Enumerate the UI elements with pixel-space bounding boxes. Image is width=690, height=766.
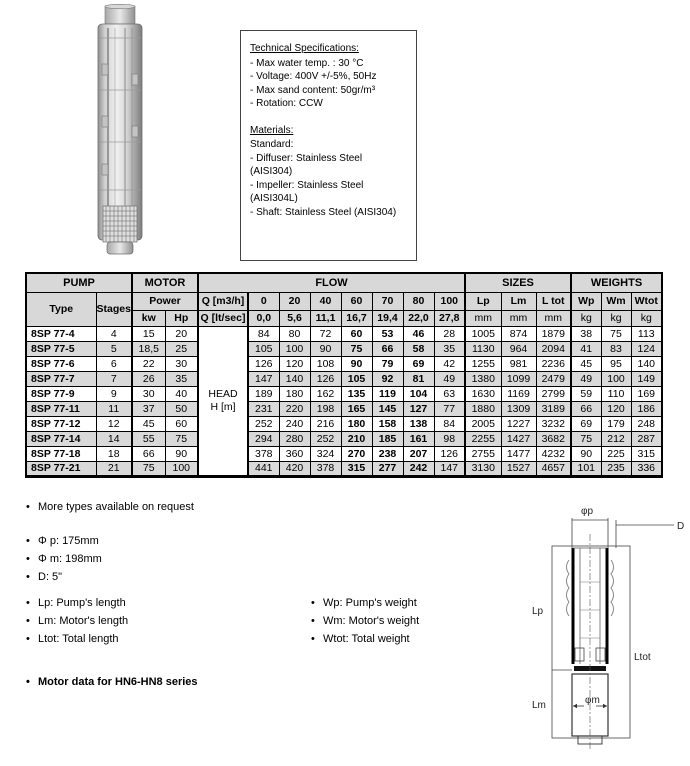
cell-power-hp: 20 xyxy=(165,326,198,341)
cell-head-value: 135 xyxy=(341,386,372,401)
cell-head-value: 42 xyxy=(434,356,465,371)
cell-pump-type: 8SP 77-12 xyxy=(26,416,96,431)
cell-power-kw: 30 xyxy=(132,386,165,401)
unit-mm: mm xyxy=(501,310,536,326)
cell-head-value: 294 xyxy=(248,431,279,446)
cell-head-value: 138 xyxy=(403,416,434,431)
cell-power-kw: 18,5 xyxy=(132,341,165,356)
flow-col: 40 xyxy=(310,292,341,310)
cell-power-hp: 35 xyxy=(165,371,198,386)
flow-col-ltsec: 22,0 xyxy=(403,310,434,326)
cell-stages: 6 xyxy=(96,356,132,371)
note-length-legend xyxy=(25,594,128,648)
section-flow: FLOW xyxy=(198,273,465,292)
cell-weight-value: 235 xyxy=(601,461,631,476)
section-motor: MOTOR xyxy=(132,273,198,292)
cell-stages: 21 xyxy=(96,461,132,476)
cell-weight-value: 110 xyxy=(601,386,631,401)
cell-head-value: 324 xyxy=(310,446,341,461)
cell-weight-value: 41 xyxy=(571,341,601,356)
flow-col-ltsec: 5,6 xyxy=(279,310,310,326)
cell-size-value: 2005 xyxy=(465,416,501,431)
diagram-label-ltot: Ltot xyxy=(634,652,651,663)
cell-head-value: 53 xyxy=(372,326,403,341)
cell-weight-value: 186 xyxy=(631,401,662,416)
cell-head-value: 72 xyxy=(310,326,341,341)
note-wp: • Wp: Pump's weight xyxy=(310,594,419,612)
cell-weight-value: 83 xyxy=(601,341,631,356)
cell-pump-type: 8SP 77-18 xyxy=(26,446,96,461)
cell-head-value: 126 xyxy=(434,446,465,461)
diagram-label-lp: Lp xyxy=(532,606,544,617)
cell-head-value: 104 xyxy=(403,386,434,401)
cell-pump-type: 8SP 77-11 xyxy=(26,401,96,416)
cell-power-kw: 45 xyxy=(132,416,165,431)
cell-stages: 9 xyxy=(96,386,132,401)
cell-weight-value: 100 xyxy=(601,371,631,386)
cell-size-value: 1380 xyxy=(465,371,501,386)
cell-size-value: 2799 xyxy=(536,386,571,401)
table-row xyxy=(26,431,662,446)
cell-power-kw: 22 xyxy=(132,356,165,371)
cell-size-value: 3682 xyxy=(536,431,571,446)
cell-size-value: 1005 xyxy=(465,326,501,341)
cell-pump-type: 8SP 77-5 xyxy=(26,341,96,356)
cell-head-value: 81 xyxy=(403,371,434,386)
cell-power-hp: 75 xyxy=(165,431,198,446)
cell-head-value: 198 xyxy=(310,401,341,416)
cell-head-value: 105 xyxy=(341,371,372,386)
materials-line: - Diffuser: Stainless Steel (AISI304) xyxy=(250,152,363,177)
cell-head-value: 120 xyxy=(279,356,310,371)
cell-head-label xyxy=(198,326,248,476)
cell-stages: 11 xyxy=(96,401,132,416)
cell-size-value: 2479 xyxy=(536,371,571,386)
cell-head-value: 60 xyxy=(341,326,372,341)
flow-col-ltsec: 0,0 xyxy=(248,310,279,326)
note-d: • D: 5" xyxy=(25,568,102,586)
cell-head-value: 147 xyxy=(248,371,279,386)
cell-head-value: 69 xyxy=(403,356,434,371)
cell-stages: 14 xyxy=(96,431,132,446)
cell-stages: 12 xyxy=(96,416,132,431)
header-type: Type xyxy=(26,292,96,326)
spec-title: Technical Specifications: xyxy=(250,43,359,54)
note-lp: • Lp: Pump's length xyxy=(25,594,128,612)
cell-head-value: 270 xyxy=(341,446,372,461)
cell-size-value: 981 xyxy=(501,356,536,371)
cell-weight-value: 75 xyxy=(571,431,601,446)
cell-head-value: 126 xyxy=(248,356,279,371)
cell-head-value: 165 xyxy=(341,401,372,416)
cell-head-value: 216 xyxy=(310,416,341,431)
cell-head-value: 79 xyxy=(372,356,403,371)
unit-kg: kg xyxy=(631,310,662,326)
cell-weight-value: 287 xyxy=(631,431,662,446)
cell-head-value: 378 xyxy=(310,461,341,476)
cell-power-kw: 66 xyxy=(132,446,165,461)
cell-head-value: 126 xyxy=(310,371,341,386)
cell-head-value: 189 xyxy=(248,386,279,401)
pump-table-body xyxy=(26,326,662,476)
section-weights: WEIGHTS xyxy=(571,273,662,292)
table-row xyxy=(26,446,662,461)
cell-power-kw: 55 xyxy=(132,431,165,446)
cell-pump-type: 8SP 77-6 xyxy=(26,356,96,371)
cell-head-value: 238 xyxy=(372,446,403,461)
cell-weight-value: 140 xyxy=(631,356,662,371)
cell-head-value: 360 xyxy=(279,446,310,461)
cell-head-value: 127 xyxy=(403,401,434,416)
cell-head-value: 207 xyxy=(403,446,434,461)
cell-head-value: 63 xyxy=(434,386,465,401)
cell-size-value: 4232 xyxy=(536,446,571,461)
header-wtot: Wtot xyxy=(631,292,662,310)
cell-size-value: 1880 xyxy=(465,401,501,416)
cell-power-hp: 60 xyxy=(165,416,198,431)
cell-pump-type: 8SP 77-9 xyxy=(26,386,96,401)
pump-data-table xyxy=(25,272,663,478)
note-lm: • Lm: Motor's length xyxy=(25,612,128,630)
cell-head-value: 162 xyxy=(310,386,341,401)
cell-head-value: 92 xyxy=(372,371,403,386)
materials-title: Materials: xyxy=(250,124,294,136)
cell-size-value: 2755 xyxy=(465,446,501,461)
cell-weight-value: 248 xyxy=(631,416,662,431)
flow-col: 70 xyxy=(372,292,403,310)
flow-col-ltsec: 16,7 xyxy=(341,310,372,326)
flow-col: 20 xyxy=(279,292,310,310)
cell-stages: 7 xyxy=(96,371,132,386)
cell-head-value: 277 xyxy=(372,461,403,476)
header-lp: Lp xyxy=(465,292,501,310)
cell-size-value: 4657 xyxy=(536,461,571,476)
cell-stages: 4 xyxy=(96,326,132,341)
cell-head-value: 220 xyxy=(279,401,310,416)
pump-photo-image xyxy=(58,4,182,262)
note-wtot: • Wtot: Total weight xyxy=(310,630,419,648)
cell-size-value: 2094 xyxy=(536,341,571,356)
pump-dimension-diagram xyxy=(528,498,690,766)
cell-size-value: 2236 xyxy=(536,356,571,371)
table-row xyxy=(26,461,662,476)
cell-head-value: 108 xyxy=(310,356,341,371)
cell-power-hp: 25 xyxy=(165,341,198,356)
cell-weight-value: 315 xyxy=(631,446,662,461)
cell-power-hp: 40 xyxy=(165,386,198,401)
note-phi-p: • Φ p: 175mm xyxy=(25,532,102,550)
flow-col-ltsec: 19,4 xyxy=(372,310,403,326)
cell-weight-value: 49 xyxy=(571,371,601,386)
cell-head-value: 46 xyxy=(403,326,434,341)
table-row xyxy=(26,386,662,401)
cell-stages: 5 xyxy=(96,341,132,356)
spec-box xyxy=(240,30,417,261)
cell-power-kw: 15 xyxy=(132,326,165,341)
cell-head-value: 210 xyxy=(341,431,372,446)
cell-head-value: 280 xyxy=(279,431,310,446)
spec-line: - Max sand content: 50gr/m³ xyxy=(250,84,376,96)
cell-head-value: 105 xyxy=(248,341,279,356)
cell-head-value: 77 xyxy=(434,401,465,416)
cell-head-value: 84 xyxy=(248,326,279,341)
cell-head-value: 90 xyxy=(341,356,372,371)
header-q-m3h: Q [m3/h] xyxy=(198,292,248,310)
cell-weight-value: 75 xyxy=(601,326,631,341)
table-row xyxy=(26,326,662,341)
cell-head-value: 66 xyxy=(372,341,403,356)
cell-weight-value: 38 xyxy=(571,326,601,341)
spec-line: - Max water temp. : 30 °C xyxy=(250,57,364,69)
cell-head-value: 252 xyxy=(310,431,341,446)
cell-head-value: 185 xyxy=(372,431,403,446)
cell-head-value: 240 xyxy=(279,416,310,431)
cell-size-value: 3130 xyxy=(465,461,501,476)
cell-size-value: 1130 xyxy=(465,341,501,356)
cell-pump-type: 8SP 77-21 xyxy=(26,461,96,476)
cell-size-value: 874 xyxy=(501,326,536,341)
cell-head-value: 58 xyxy=(403,341,434,356)
header-lm: Lm xyxy=(501,292,536,310)
cell-power-kw: 37 xyxy=(132,401,165,416)
cell-size-value: 1630 xyxy=(465,386,501,401)
flow-col: 0 xyxy=(248,292,279,310)
cell-head-value: 84 xyxy=(434,416,465,431)
cell-head-value: 180 xyxy=(279,386,310,401)
cell-head-value: 75 xyxy=(341,341,372,356)
cell-weight-value: 179 xyxy=(601,416,631,431)
cell-head-value: 80 xyxy=(279,326,310,341)
cell-head-value: 315 xyxy=(341,461,372,476)
cell-weight-value: 101 xyxy=(571,461,601,476)
diagram-label-d: D xyxy=(677,521,685,532)
cell-size-value: 1227 xyxy=(501,416,536,431)
header-stages: Stages xyxy=(96,292,132,326)
note-more-types: • More types available on request xyxy=(25,498,194,516)
cell-power-hp: 90 xyxy=(165,446,198,461)
cell-head-value: 35 xyxy=(434,341,465,356)
unit-mm: mm xyxy=(536,310,571,326)
cell-head-value: 420 xyxy=(279,461,310,476)
flow-col-ltsec: 11,1 xyxy=(310,310,341,326)
cell-size-value: 1427 xyxy=(501,431,536,446)
cell-size-value: 1169 xyxy=(501,386,536,401)
cell-power-kw: 26 xyxy=(132,371,165,386)
cell-size-value: 1527 xyxy=(501,461,536,476)
cell-head-value: 441 xyxy=(248,461,279,476)
head-label-line1: HEAD xyxy=(208,387,238,400)
cell-weight-value: 124 xyxy=(631,341,662,356)
flow-col: 80 xyxy=(403,292,434,310)
cell-stages: 18 xyxy=(96,446,132,461)
cell-pump-type: 8SP 77-14 xyxy=(26,431,96,446)
flow-col: 100 xyxy=(434,292,465,310)
flow-col-ltsec: 27,8 xyxy=(434,310,465,326)
cell-size-value: 1477 xyxy=(501,446,536,461)
note-ltot: • Ltot: Total length xyxy=(25,630,128,648)
cell-size-value: 3232 xyxy=(536,416,571,431)
cell-head-value: 140 xyxy=(279,371,310,386)
cell-pump-type: 8SP 77-7 xyxy=(26,371,96,386)
header-q-ltsec: Q [lt/sec] xyxy=(198,310,248,326)
cell-weight-value: 225 xyxy=(601,446,631,461)
unit-kg: kg xyxy=(601,310,631,326)
table-row xyxy=(26,416,662,431)
diagram-label-phi-p: φp xyxy=(581,506,594,517)
cell-head-value: 119 xyxy=(372,386,403,401)
note-wm: • Wm: Motor's weight xyxy=(310,612,419,630)
materials-line: - Shaft: Stainless Steel (AISI304) xyxy=(250,206,397,218)
cell-head-value: 231 xyxy=(248,401,279,416)
cell-weight-value: 120 xyxy=(601,401,631,416)
head-label-line2: H [m] xyxy=(210,400,236,413)
section-pump: PUMP xyxy=(26,273,132,292)
cell-weight-value: 212 xyxy=(601,431,631,446)
spec-line: - Voltage: 400V +/-5%, 50Hz xyxy=(250,71,377,82)
cell-head-value: 98 xyxy=(434,431,465,446)
spec-line: - Rotation: CCW xyxy=(250,98,323,109)
cell-weight-value: 45 xyxy=(571,356,601,371)
cell-head-value: 161 xyxy=(403,431,434,446)
cell-weight-value: 113 xyxy=(631,326,662,341)
table-row xyxy=(26,371,662,386)
cell-head-value: 100 xyxy=(279,341,310,356)
header-hp: Hp xyxy=(165,310,198,326)
cell-power-hp: 50 xyxy=(165,401,198,416)
cell-size-value: 964 xyxy=(501,341,536,356)
cell-weight-value: 149 xyxy=(631,371,662,386)
cell-head-value: 180 xyxy=(341,416,372,431)
cell-size-value: 1099 xyxy=(501,371,536,386)
cell-power-hp: 100 xyxy=(165,461,198,476)
cell-weight-value: 59 xyxy=(571,386,601,401)
cell-pump-type: 8SP 77-4 xyxy=(26,326,96,341)
unit-mm: mm xyxy=(465,310,501,326)
cell-size-value: 2255 xyxy=(465,431,501,446)
section-sizes: SIZES xyxy=(465,273,571,292)
cell-size-value: 3189 xyxy=(536,401,571,416)
cell-size-value: 1255 xyxy=(465,356,501,371)
cell-head-value: 378 xyxy=(248,446,279,461)
cell-head-value: 147 xyxy=(434,461,465,476)
note-motor-data: • Motor data for HN6-HN8 series xyxy=(25,673,198,691)
unit-kg: kg xyxy=(571,310,601,326)
cell-weight-value: 69 xyxy=(571,416,601,431)
header-wp: Wp xyxy=(571,292,601,310)
cell-weight-value: 90 xyxy=(571,446,601,461)
note-dimensions xyxy=(25,532,102,586)
flow-col: 60 xyxy=(341,292,372,310)
cell-weight-value: 95 xyxy=(601,356,631,371)
cell-head-value: 49 xyxy=(434,371,465,386)
header-kw: kw xyxy=(132,310,165,326)
cell-size-value: 1879 xyxy=(536,326,571,341)
cell-weight-value: 66 xyxy=(571,401,601,416)
cell-head-value: 90 xyxy=(310,341,341,356)
cell-size-value: 1309 xyxy=(501,401,536,416)
cell-weight-value: 169 xyxy=(631,386,662,401)
diagram-label-lm: Lm xyxy=(532,700,546,711)
note-phi-m: • Φ m: 198mm xyxy=(25,550,102,568)
materials-line: Standard: xyxy=(250,139,294,150)
header-power: Power xyxy=(132,292,198,310)
cell-head-value: 28 xyxy=(434,326,465,341)
header-wm: Wm xyxy=(601,292,631,310)
cell-power-kw: 75 xyxy=(132,461,165,476)
note-weight-legend xyxy=(310,594,419,648)
cell-head-value: 252 xyxy=(248,416,279,431)
cell-head-value: 158 xyxy=(372,416,403,431)
header-ltot: L tot xyxy=(536,292,571,310)
cell-power-hp: 30 xyxy=(165,356,198,371)
cell-head-value: 145 xyxy=(372,401,403,416)
cell-head-value: 242 xyxy=(403,461,434,476)
table-row xyxy=(26,341,662,356)
cell-weight-value: 336 xyxy=(631,461,662,476)
table-row xyxy=(26,356,662,371)
table-row xyxy=(26,401,662,416)
materials-line: - Impeller: Stainless Steel (AISI304L) xyxy=(250,179,364,204)
diagram-label-phi-m: φm xyxy=(585,695,600,706)
